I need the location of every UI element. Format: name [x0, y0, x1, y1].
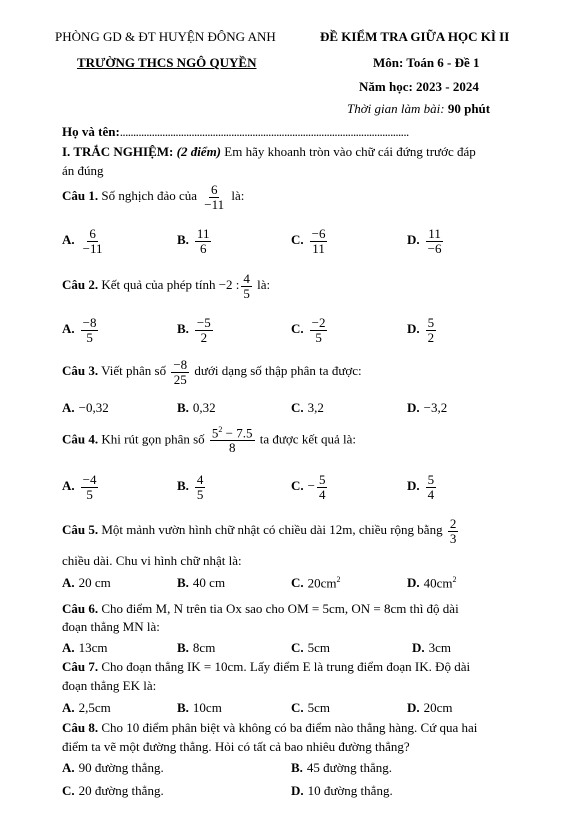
question-text: Số nghịch đảo của — [101, 188, 198, 204]
option-d[interactable]: D. $\frac{5}{2}$ — [407, 315, 435, 345]
option-b[interactable]: B. 10cm — [177, 700, 222, 715]
time-label: Thời gian làm bài: — [347, 101, 445, 116]
option-d[interactable]: D. 3cm — [412, 640, 452, 655]
school-name: TRƯỜNG THCS NGÔ QUYỀN — [77, 55, 257, 70]
question-text: Một mảnh vườn hình chữ nhật có chiều dài 12m, chiều rộng bằng — [101, 522, 443, 538]
section-instruction-2: án đúng — [62, 163, 104, 178]
question-7-line-2: đoạn thẳng EK là: — [62, 678, 157, 693]
name-dots: ............................................................................................................. — [119, 124, 409, 139]
expression: −2 : — [218, 277, 240, 293]
fraction: $\frac{4}{5}$ — [243, 271, 250, 301]
question-text: là: — [257, 277, 271, 293]
option-b[interactable]: B. 0,32 — [177, 400, 216, 415]
option-d[interactable]: D. 20cm — [407, 700, 453, 715]
option-c[interactable]: C. 20 đường thẳng. — [62, 783, 164, 798]
option-a[interactable]: A. $\frac{-8}{5}$ — [62, 315, 97, 345]
section-title: I. TRẮC NGHIỆM: — [62, 144, 174, 159]
option-a[interactable]: A. 90 đường thẳng. — [62, 760, 164, 775]
fraction: $\frac{-8}{25}$ — [173, 357, 188, 387]
question-label: Câu 3. — [62, 363, 99, 379]
question-label: Câu 2. — [62, 277, 99, 293]
option-d[interactable]: D. $\frac{11}{-6}$ — [407, 226, 442, 256]
option-c[interactable]: C. 5cm — [291, 700, 331, 715]
question-4 — [62, 426, 356, 455]
option-b[interactable]: B. $\frac{4}{5}$ — [177, 472, 204, 502]
option-a[interactable]: A. $\frac{-4}{5}$ — [62, 472, 97, 502]
question-label: Câu 1. — [62, 188, 99, 204]
question-8-line-2: điểm ta vẽ một đường thẳng. Hỏi có tất cả bao nhiêu đường thẳng? — [62, 739, 410, 754]
question-text: ta được kết quả là: — [259, 431, 356, 447]
question-label: Câu 7. — [62, 659, 99, 674]
exam-title: ĐỀ KIỂM TRA GIỮA HỌC KÌ II — [320, 29, 510, 44]
option-a[interactable]: A. 13cm — [62, 640, 108, 655]
option-b[interactable]: B. 45 đường thẳng. — [291, 760, 392, 775]
question-label: Câu 8. — [62, 720, 99, 735]
option-c[interactable]: C. 3,2 — [291, 400, 324, 415]
question-6-line-2: đoạn thẳng MN là: — [62, 619, 160, 634]
question-text: dưới dạng số thập phân ta được: — [194, 363, 362, 379]
option-a[interactable]: A. 2,5cm — [62, 700, 111, 715]
question-8 — [62, 720, 477, 736]
option-c[interactable]: C. $\frac{-6}{11}$ — [291, 226, 326, 256]
question-7 — [62, 659, 470, 675]
option-c[interactable]: C. 5cm — [291, 640, 331, 655]
school-year: Năm học: 2023 - 2024 — [359, 79, 479, 94]
option-a[interactable]: A. 20 cm — [62, 575, 111, 590]
option-d[interactable]: D. $\frac{5}{4}$ — [407, 472, 435, 502]
question-5-line-2: chiều dài. Chu vi hình chữ nhật là: — [62, 553, 242, 568]
option-c[interactable]: C. $20cm^2$ — [291, 575, 341, 591]
question-text: Cho đoạn thẳng IK = 10cm. Lấy điểm E là trung điểm đoạn IK. Độ dài — [101, 659, 471, 674]
question-6 — [62, 601, 459, 617]
option-c[interactable]: C. $\frac{-2}{5}$ — [291, 315, 326, 345]
fraction: $\frac{5^2 - 7.5}{8}$ — [211, 425, 253, 455]
question-label: Câu 5. — [62, 522, 99, 538]
question-text: Kết quả của phép tính — [101, 277, 216, 293]
time-value: 90 phút — [447, 101, 491, 116]
option-c[interactable]: C. − $\frac{5}{4}$ — [291, 472, 326, 502]
question-5 — [62, 517, 460, 545]
section-points: (2 điểm) — [176, 144, 222, 159]
option-b[interactable]: B. $\frac{11}{6}$ — [177, 226, 210, 256]
question-text: Cho 10 điểm phân biệt và không có ba điểm nào thẳng hàng. Cứ qua hai — [101, 720, 478, 735]
question-text: là: — [231, 188, 245, 204]
option-b[interactable]: B. 40 cm — [177, 575, 226, 590]
option-b[interactable]: B. 8cm — [177, 640, 216, 655]
section-header — [62, 144, 476, 160]
question-label: Câu 6. — [62, 601, 99, 616]
fraction: $\frac{2}{3}$ — [449, 516, 457, 546]
option-b[interactable]: B. $\frac{-5}{2}$ — [177, 315, 211, 345]
option-d[interactable]: D. $40cm^2$ — [407, 575, 457, 591]
question-2 — [62, 272, 270, 300]
question-3 — [62, 358, 362, 386]
option-d[interactable]: D. 10 đường thẳng. — [291, 783, 393, 798]
question-text: Cho điểm M, N trên tia Ox sao cho OM = 5cm, ON = 8cm thì độ dài — [101, 601, 459, 616]
question-label: Câu 4. — [62, 431, 99, 447]
time-limit — [347, 101, 490, 117]
name-line — [62, 124, 409, 140]
question-text: Khi rút gọn phân số — [101, 431, 205, 447]
option-d[interactable]: D. −3,2 — [407, 400, 448, 415]
option-a[interactable]: A. $\frac{6}{-11}$ — [62, 226, 103, 256]
option-a[interactable]: A. −0,32 — [62, 400, 109, 415]
question-text: Viết phân số — [101, 363, 167, 379]
department-name: PHÒNG GD & ĐT HUYỆN ĐÔNG ANH — [55, 29, 276, 44]
fraction: $\frac{6}{-11}$ — [204, 182, 225, 212]
section-instruction-1: Em hãy khoanh tròn vào chữ cái đứng trước đáp — [224, 144, 476, 159]
name-label: Họ và tên: — [62, 124, 120, 139]
subject: Môn: Toán 6 - Đề 1 — [373, 55, 480, 70]
question-1 — [62, 183, 244, 211]
